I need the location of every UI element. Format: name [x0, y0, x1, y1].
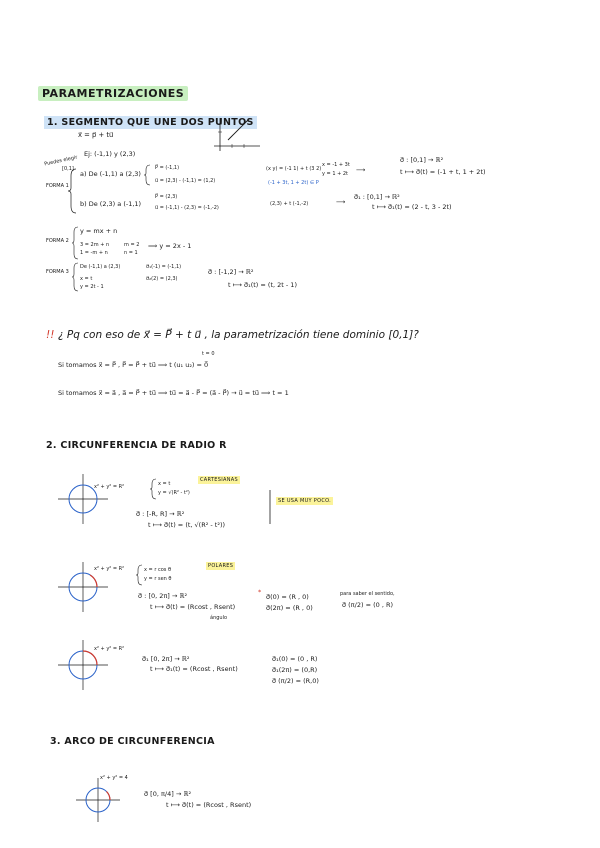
part-b-map-1: σ⃗₁ : [0,1] → ℝ² [354, 193, 400, 201]
forma-3-s2: σ⃗₂(2) = (2,3) [146, 276, 178, 282]
arrow-a: ⟶ [356, 166, 366, 174]
section-2-heading: 2. CIRCUNFERENCIA DE RADIO R [46, 440, 227, 451]
forma-2-sys-2: 1 = -m + n [80, 250, 108, 256]
question-text: ¿ Pq con eso de x⃗ = P⃗ + t u⃗ , la parametrización tiene dominio [0,1]? [58, 329, 419, 341]
circle-2-note-2: σ⃗ (π/2) = (0 , R) [342, 601, 393, 609]
forma-2-result: ⟹ y = 2x - 1 [148, 242, 192, 250]
part-b-map-2: t ⟼ σ⃗₁(t) = (2 - t, 3 - 2t) [372, 203, 452, 211]
part-a-line: a) De (-1,1) a (2,3) [80, 170, 141, 178]
forma-3-map-1: σ⃗ : [-1,2] → ℝ² [208, 268, 254, 276]
forma-1-brace [68, 168, 78, 214]
forma-3-brace [72, 262, 80, 292]
circle-1-note: SE USA MUY POCO. [278, 498, 332, 504]
circle-2-tag: POLARES [208, 563, 234, 569]
circle-2-brace [136, 564, 144, 586]
side-label: Puedes elegir [43, 154, 79, 168]
circle-2-v1: σ⃗(0) = (R , 0) [266, 593, 309, 601]
segment-formula: x⃗ = p⃗ + tu⃗ [78, 131, 114, 139]
circle-3-eq: x² + y² = R² [94, 646, 125, 652]
side-sub: [0,1] [62, 166, 74, 172]
question-line-1-sup: t = 0 [202, 351, 215, 357]
circle-1-map-1: σ⃗ : [-R, R] → ℝ² [136, 510, 185, 518]
part-b-p: P⃗ = (2,3) [155, 194, 178, 200]
forma-2-res-1: m = 2 [124, 242, 140, 248]
section-1-heading: 1. SEGMENTO QUE UNE DOS PUNTOS [44, 116, 257, 129]
part-b-u: u⃗ = (-1,1) - (2,3) = (-1,-2) [155, 205, 219, 211]
arc-eq: x² + y² = 4 [100, 775, 128, 781]
part-a-matrix: (x y) = (-1 1) + t (3 2) [266, 166, 322, 172]
part-a-sys-x: x = -1 + 3t [322, 162, 350, 168]
circle-1-eq: x² + y² = R² [94, 484, 125, 490]
circle-2-map-1: σ⃗ : [0, 2π] → ℝ² [138, 592, 188, 600]
part-b-eq: (2,3) + t (-1,-2) [270, 201, 309, 207]
forma-3-label: FORMA 3 [46, 269, 69, 275]
page-title: PARAMETRIZACIONES [38, 86, 188, 101]
part-a-map-1: σ⃗ : [0,1] → ℝ² [400, 156, 444, 164]
forma-3-line: De (-1,1) a (2,3) [80, 264, 121, 270]
arrow-b: ⟶ [336, 198, 346, 206]
circle-1-y: y = √(R² - t²) [158, 490, 190, 496]
circle-2-star: * [258, 588, 262, 596]
part-a-u: u⃗ = (2,3) - (-1,1) = (1,2) [155, 178, 216, 184]
circle-2-note-1: para saber el sentido, [340, 591, 395, 597]
circle-1-x: x = t [158, 481, 171, 487]
given-points: Ej: (-1,1) y (2,3) [84, 150, 136, 158]
circle-1-brace [150, 478, 158, 500]
forma-3-x: x = t [80, 276, 93, 282]
forma-3-s1: σ⃗₁(-1) = (-1,1) [146, 264, 182, 270]
question-line-1: Si tomamos x⃗ = P⃗ , P⃗ = P⃗ + tu⃗ ⟹ t (u₁ u₂) = 0⃗ [58, 361, 209, 369]
circle-3-v1: σ⃗₁(0) = (0 , R) [272, 655, 318, 663]
arc-map-1: σ⃗ [0, π/4] → ℝ² [144, 790, 192, 798]
part-b-line: b) De (2,3) a (-1,1) [80, 200, 142, 208]
forma-3-y: y = 2t - 1 [80, 284, 104, 290]
part-a-p: P⃗ = (-1,1) [155, 165, 180, 171]
circle-3-v3: σ⃗ (π/2) = (R,0) [272, 677, 319, 685]
circle-2-y: y = r sen θ [144, 576, 172, 582]
circle-3-map-2: t ⟼ σ⃗₁(t) = (Rcost , Rsent) [150, 665, 238, 673]
circle-1-drawing [58, 474, 108, 524]
circle-1-tag: CARTESIANAS [200, 477, 238, 483]
arc-map-2: t ⟼ σ⃗(t) = (Rcost , Rsent) [166, 801, 252, 809]
question-mark: !! [46, 329, 55, 341]
segment-graph [214, 116, 264, 154]
circle-3-v2: σ⃗₁(2π) = (0,R) [272, 666, 318, 674]
circle-2-map-2: t ⟼ σ⃗(t) = (Rcost , Rsent) [150, 603, 236, 611]
arc-drawing [76, 778, 120, 822]
part-a-map-2: t ⟼ σ⃗(t) = (-1 + t, 1 + 2t) [400, 168, 486, 176]
section-3-heading: 3. ARCO DE CIRCUNFERENCIA [50, 736, 215, 747]
forma-3-map-2: t ⟼ σ⃗₁(t) = (t, 2t - 1) [228, 281, 297, 289]
forma-2-label: FORMA 2 [46, 238, 69, 244]
circle-1-map-2: t ⟼ σ⃗(t) = (t, √(R² - t²)) [148, 521, 226, 529]
forma-2-brace [72, 226, 80, 260]
part-a-brace [144, 164, 152, 186]
question-line-2: Si tomamos x⃗ = a⃗ , a⃗ = P⃗ + tu⃗ ⟹ tu⃗ = a⃗ - P⃗ = (a⃗ - P⃗) → u⃗ = tu⃗ ⟹ t = 1 [58, 389, 289, 397]
circle-2-eq: x² + y² = R² [94, 566, 125, 572]
forma-2-res-2: n = 1 [124, 250, 138, 256]
circle-2-x: x = r cos θ [144, 567, 172, 573]
part-a-sys-y: y = 1 + 2t [322, 171, 349, 177]
forma-2-eq: y = mx + n [80, 227, 118, 235]
circle-2-angle: ángulo [210, 615, 228, 621]
divider [268, 490, 272, 524]
forma-2-sys-1: 3 = 2m + n [80, 242, 110, 248]
circle-3-map-1: σ⃗₁ [0, 2π] → ℝ² [142, 655, 190, 663]
circle-2-v2: σ⃗(2π) = (R , 0) [266, 604, 313, 612]
forma-1-label: FORMA 1 [46, 183, 69, 189]
part-a-note: (-1 + 3t, 1 + 2t) ∈ P [268, 180, 319, 186]
